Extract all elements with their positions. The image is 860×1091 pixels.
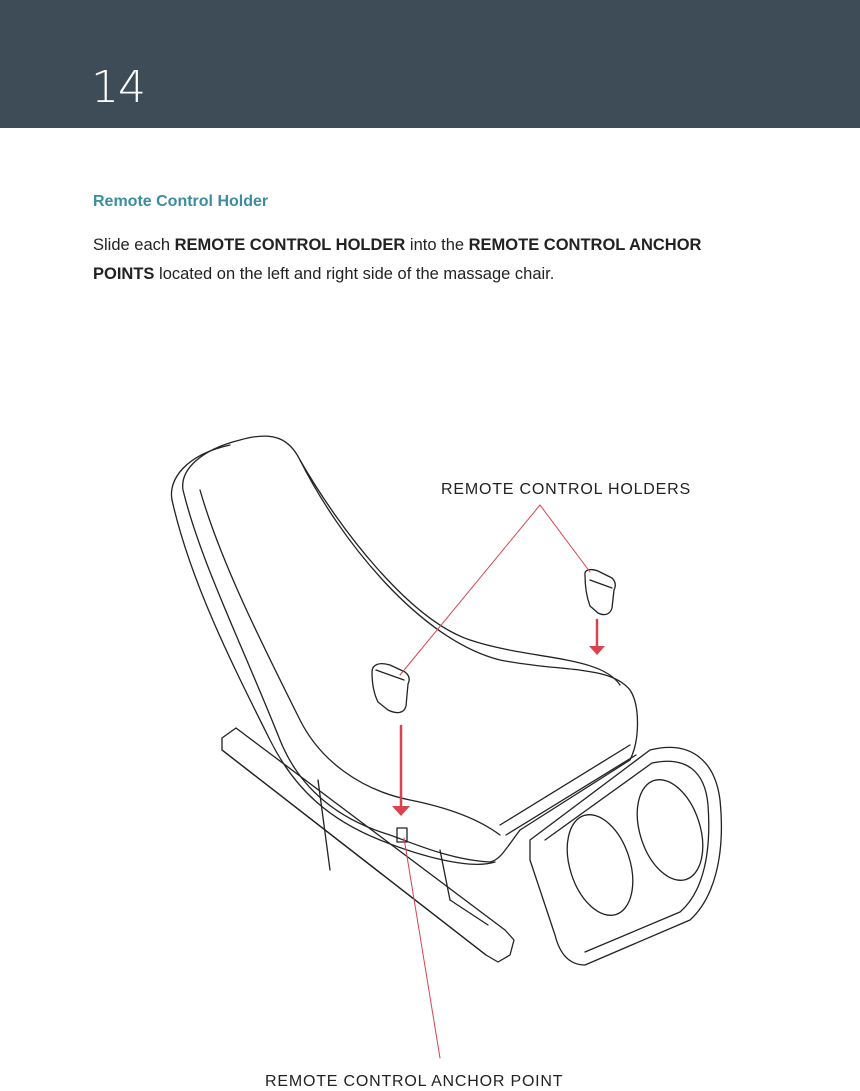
section-title: Remote Control Holder xyxy=(93,193,269,210)
leg-rest xyxy=(500,745,721,965)
text-run: into the xyxy=(405,236,469,254)
callout-lines xyxy=(400,505,590,1058)
arrow-down-icon xyxy=(589,646,605,655)
chair-base xyxy=(222,728,514,962)
text-run: Slide each xyxy=(93,236,175,254)
bold-term-holder: REMOTE CONTROL HOLDER xyxy=(174,236,406,254)
callout-remote-control-holders: REMOTE CONTROL HOLDERS xyxy=(441,481,691,498)
callout-anchor-point: REMOTE CONTROL ANCHOR POINT xyxy=(265,1073,564,1090)
bold-term-anchor-points: REMOTE CONTROL ANCHOR POINTS xyxy=(93,236,702,283)
page-number: 14 xyxy=(91,62,145,113)
remote-holder-right xyxy=(585,570,615,615)
arrow-down-icon xyxy=(392,806,410,816)
text-run: located on the left and right side of the massage chair. xyxy=(154,265,555,283)
chair-shell xyxy=(171,436,637,864)
